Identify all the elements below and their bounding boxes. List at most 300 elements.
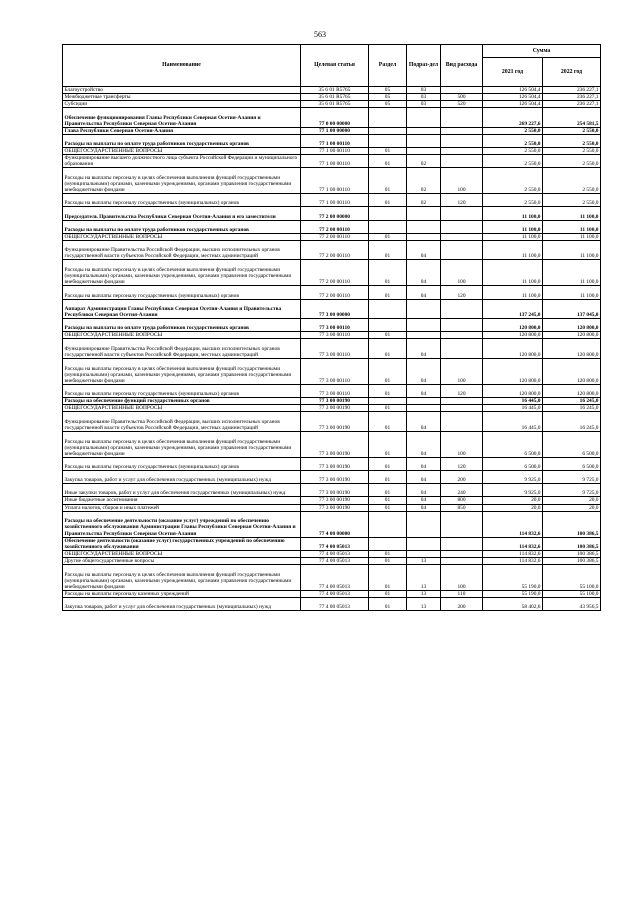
row-section: 01: [369, 194, 407, 207]
row-target-code: 77 2 00 00110: [301, 240, 369, 260]
row-subsection: [407, 147, 441, 154]
row-target-code: 77 1 00 00110: [301, 147, 369, 154]
row-sum-2021: 126 504,4: [483, 94, 543, 101]
row-subsection: [407, 134, 441, 147]
row-subsection: [407, 319, 441, 332]
row-target-code: 77 4 00 05013: [301, 550, 369, 557]
row-section: 01: [369, 332, 407, 339]
row-section: 01: [369, 405, 407, 412]
row-subsection: [407, 207, 441, 220]
row-target-code: 77 1 00 00110: [301, 168, 369, 194]
row-sum-2022: 6 500,0: [543, 457, 601, 470]
row-sum-2022: 100 386,5: [543, 550, 601, 557]
row-expense-type: 800: [441, 497, 483, 504]
row-subsection: 02: [407, 194, 441, 207]
table-row: [63, 557, 601, 564]
row-subsection: [407, 550, 441, 557]
table-row: [63, 87, 601, 94]
row-subsection: [407, 127, 441, 134]
row-section: 01: [369, 497, 407, 504]
row-sum-2021: 120 800,0: [483, 359, 543, 385]
row-target-code: 77 3 00 00190: [301, 457, 369, 470]
header-expense-type: Вид расхода: [441, 45, 483, 87]
row-name: Расходы на выплаты персоналу государственных (муниципальных) органов: [63, 457, 301, 470]
row-sum-2022: 43 956,5: [543, 597, 601, 610]
row-sum-2022: 11 100,0: [543, 220, 601, 233]
row-sum-2022: 2 550,0: [543, 168, 601, 194]
row-section: [369, 134, 407, 147]
budget-table: [62, 44, 601, 611]
row-subsection: 04: [407, 504, 441, 511]
row-expense-type: 120: [441, 385, 483, 398]
row-target-code: 77 1 00 00110: [301, 155, 369, 168]
row-subsection: 03: [407, 101, 441, 108]
row-target-code: 77 4 00 05013: [301, 537, 369, 550]
row-subsection: 04: [407, 260, 441, 286]
row-target-code: 77 4 00 05013: [301, 557, 369, 564]
row-name: Расходы на выплаты персоналу в целях обеспечения выполнения функций государственными (муниципальными) органами, казенными учреждениями, органами управления государственными внебюджетными фондами: [63, 260, 301, 286]
row-target-code: 77 2 00 00110: [301, 260, 369, 286]
row-name: Благоустройство: [63, 87, 301, 94]
row-section: 01: [369, 504, 407, 511]
header-sum: Сумма: [483, 45, 601, 58]
row-subsection: 13: [407, 564, 441, 590]
row-expense-type: 120: [441, 194, 483, 207]
table-row: [63, 332, 601, 339]
table-row: [63, 207, 601, 220]
row-expense-type: [441, 537, 483, 550]
row-sum-2022: 11 100,0: [543, 286, 601, 299]
table-row: [63, 240, 601, 260]
row-sum-2021: 55 190,0: [483, 590, 543, 597]
row-subsection: 04: [407, 431, 441, 457]
table-row: [63, 194, 601, 207]
table-row: [63, 564, 601, 590]
row-sum-2022: 2 550,0: [543, 147, 601, 154]
row-subsection: [407, 537, 441, 550]
row-expense-type: [441, 147, 483, 154]
row-expense-type: 240: [441, 484, 483, 497]
row-expense-type: 500: [441, 94, 483, 101]
row-section: [369, 299, 407, 319]
row-subsection: 04: [407, 385, 441, 398]
row-name: Обеспечение деятельности (оказание услуг) государственных учреждений по обеспечению хозяйственного обслуживания: [63, 537, 301, 550]
row-sum-2021: 2 550,0: [483, 134, 543, 147]
row-sum-2021: 126 504,4: [483, 101, 543, 108]
row-expense-type: 850: [441, 504, 483, 511]
row-sum-2021: 11 100,0: [483, 240, 543, 260]
row-sum-2022: 254 581,5: [543, 108, 601, 128]
row-section: 01: [369, 471, 407, 484]
row-sum-2021: 11 100,0: [483, 286, 543, 299]
row-name: Расходы на выплаты персоналу государственных (муниципальных) органов: [63, 385, 301, 398]
row-target-code: 77 0 00 00000: [301, 108, 369, 128]
row-section: 01: [369, 564, 407, 590]
row-subsection: 13: [407, 557, 441, 564]
row-target-code: 35 6 01 R5765: [301, 101, 369, 108]
row-subsection: [407, 220, 441, 233]
row-target-code: 77 3 00 00190: [301, 398, 369, 405]
table-row: [63, 155, 601, 168]
row-target-code: 77 1 00 00110: [301, 134, 369, 147]
row-target-code: 77 4 00 05013: [301, 597, 369, 610]
row-expense-type: [441, 557, 483, 564]
table-row: [63, 319, 601, 332]
row-sum-2021: 120 800,0: [483, 332, 543, 339]
row-section: [369, 319, 407, 332]
row-target-code: 77 2 00 00110: [301, 220, 369, 233]
row-subsection: 03: [407, 87, 441, 94]
row-sum-2022: 120 800,0: [543, 319, 601, 332]
row-section: 01: [369, 484, 407, 497]
row-name: Иные бюджетные ассигнования: [63, 497, 301, 504]
row-sum-2021: 16 445,0: [483, 398, 543, 405]
row-target-code: 77 3 00 00110: [301, 385, 369, 398]
row-section: 05: [369, 87, 407, 94]
row-target-code: 77 2 00 00110: [301, 286, 369, 299]
row-section: 01: [369, 155, 407, 168]
table-row: [63, 550, 601, 557]
row-sum-2021: 2 550,0: [483, 147, 543, 154]
row-sum-2021: 2 550,0: [483, 168, 543, 194]
row-expense-type: 110: [441, 590, 483, 597]
row-name: Расходы на выплаты персоналу в целях обеспечения выполнения функций государственными (муниципальными) органами, казенными учреждениями, органами управления государственными внебюджетными фондами: [63, 564, 301, 590]
row-expense-type: [441, 332, 483, 339]
row-target-code: 77 3 00 00110: [301, 359, 369, 385]
table-row: [63, 168, 601, 194]
row-name: Расходы на выплаты по оплате труда работников государственных органов: [63, 134, 301, 147]
header-subsection: Подраз-дел: [407, 45, 441, 87]
row-sum-2022: 120 800,0: [543, 332, 601, 339]
table-row: [63, 260, 601, 286]
row-sum-2022: 100 386,5: [543, 511, 601, 537]
table-row: [63, 94, 601, 101]
row-sum-2022: 20,0: [543, 497, 601, 504]
row-target-code: 77 3 00 00190: [301, 484, 369, 497]
row-name: Расходы на выплаты по оплате труда работников государственных органов: [63, 220, 301, 233]
row-sum-2021: 6 500,0: [483, 457, 543, 470]
row-name: ОБЩЕГОСУДАРСТВЕННЫЕ ВОПРОСЫ: [63, 405, 301, 412]
row-name: Расходы на выплаты персоналу государственных (муниципальных) органов: [63, 194, 301, 207]
table-row: [63, 286, 601, 299]
row-sum-2021: 55 190,0: [483, 564, 543, 590]
row-sum-2022: 11 100,0: [543, 233, 601, 240]
row-sum-2021: 114 832,6: [483, 557, 543, 564]
table-row: [63, 233, 601, 240]
row-name: Расходы на выплаты персоналу государственных (муниципальных) органов: [63, 286, 301, 299]
row-section: [369, 220, 407, 233]
row-name: Закупка товаров, работ и услуг для обеспечения государственных (муниципальных) нужд: [63, 471, 301, 484]
row-expense-type: [441, 207, 483, 220]
row-sum-2022: 55 100,0: [543, 590, 601, 597]
table-row: [63, 511, 601, 537]
row-sum-2022: 9 725,0: [543, 484, 601, 497]
row-name: ОБЩЕГОСУДАРСТВЕННЫЕ ВОПРОСЫ: [63, 147, 301, 154]
row-subsection: 03: [407, 94, 441, 101]
row-sum-2022: 100 386,5: [543, 537, 601, 550]
row-section: [369, 127, 407, 134]
row-subsection: 04: [407, 359, 441, 385]
row-sum-2022: 137 045,0: [543, 299, 601, 319]
table-row: [63, 359, 601, 385]
row-name: Межбюджетные трансферты: [63, 94, 301, 101]
row-sum-2021: 114 832,6: [483, 511, 543, 537]
row-expense-type: [441, 233, 483, 240]
row-section: [369, 207, 407, 220]
table-row: [63, 405, 601, 412]
header-name: Наименование: [63, 45, 301, 87]
row-sum-2021: 20,0: [483, 497, 543, 504]
row-sum-2021: 126 504,4: [483, 87, 543, 94]
row-sum-2022: 6 500,0: [543, 431, 601, 457]
row-section: 01: [369, 240, 407, 260]
header-year-2021: 2021 год: [483, 58, 543, 87]
row-sum-2021: 9 925,0: [483, 471, 543, 484]
row-section: 01: [369, 233, 407, 240]
row-expense-type: 100: [441, 260, 483, 286]
row-target-code: 77 4 00 05013: [301, 590, 369, 597]
row-sum-2021: 20,0: [483, 504, 543, 511]
row-subsection: 04: [407, 240, 441, 260]
row-expense-type: [441, 339, 483, 359]
row-expense-type: 200: [441, 597, 483, 610]
row-name: Расходы на выплаты персоналу в целях обеспечения выполнения функций государственными (муниципальными) органами, казенными учреждениями, органами управления государственными внебюджетными фондами: [63, 168, 301, 194]
row-target-code: 77 3 00 00190: [301, 412, 369, 432]
row-sum-2022: 2 550,0: [543, 127, 601, 134]
table-row: [63, 108, 601, 128]
row-expense-type: [441, 412, 483, 432]
row-subsection: 04: [407, 412, 441, 432]
row-expense-type: [441, 550, 483, 557]
row-subsection: 04: [407, 497, 441, 504]
row-sum-2022: 2 550,0: [543, 155, 601, 168]
row-expense-type: [441, 108, 483, 128]
row-sum-2021: 114 832,6: [483, 550, 543, 557]
row-sum-2021: 2 550,0: [483, 194, 543, 207]
row-target-code: 77 4 00 05013: [301, 564, 369, 590]
row-target-code: 35 6 01 R5765: [301, 87, 369, 94]
table-row: [63, 385, 601, 398]
table-row: [63, 504, 601, 511]
row-expense-type: 120: [441, 457, 483, 470]
row-sum-2021: 9 925,0: [483, 484, 543, 497]
row-section: 01: [369, 147, 407, 154]
row-section: 01: [369, 412, 407, 432]
row-section: [369, 108, 407, 128]
row-subsection: [407, 233, 441, 240]
row-sum-2021: 2 550,0: [483, 127, 543, 134]
row-subsection: 04: [407, 286, 441, 299]
row-target-code: 77 3 00 00110: [301, 319, 369, 332]
row-target-code: 77 4 00 00000: [301, 511, 369, 537]
row-section: 05: [369, 101, 407, 108]
table-row: [63, 484, 601, 497]
row-name: Функционирование Правительства Российской Федерации, высших исполнительных органов государственной власти субъектов Российской Федерации, местных администраций: [63, 339, 301, 359]
row-target-code: 77 1 00 00110: [301, 194, 369, 207]
header-year-2022: 2022 год: [543, 58, 601, 87]
row-sum-2021: 120 800,0: [483, 385, 543, 398]
row-expense-type: [441, 87, 483, 94]
row-sum-2021: 11 100,0: [483, 207, 543, 220]
row-sum-2022: 100 386,5: [543, 557, 601, 564]
table-row: [63, 590, 601, 597]
row-target-code: 77 3 00 00190: [301, 471, 369, 484]
row-target-code: 77 2 00 00110: [301, 233, 369, 240]
row-section: 01: [369, 339, 407, 359]
page-number: 563: [314, 30, 326, 39]
row-subsection: 13: [407, 590, 441, 597]
row-subsection: [407, 398, 441, 405]
row-sum-2021: 16 445,0: [483, 412, 543, 432]
row-subsection: [407, 405, 441, 412]
row-name: Функционирование Правительства Российской Федерации, высших исполнительных органов государственной власти субъектов Российской Федерации, местных администраций: [63, 240, 301, 260]
row-target-code: 35 6 01 R5765: [301, 94, 369, 101]
row-sum-2022: 120 800,0: [543, 339, 601, 359]
row-expense-type: [441, 398, 483, 405]
row-name: Иные закупки товаров, работ и услуг для обеспечения государственных (муниципальных) нужд: [63, 484, 301, 497]
table-body: [63, 87, 601, 611]
row-expense-type: [441, 155, 483, 168]
row-sum-2022: 16 245,0: [543, 412, 601, 432]
row-section: 01: [369, 260, 407, 286]
row-section: [369, 398, 407, 405]
row-target-code: 77 3 00 00110: [301, 339, 369, 359]
table-row: [63, 299, 601, 319]
row-expense-type: 100: [441, 359, 483, 385]
row-target-code: 77 3 00 00190: [301, 504, 369, 511]
row-sum-2022: 120 800,0: [543, 385, 601, 398]
row-expense-type: [441, 134, 483, 147]
row-target-code: 77 3 00 00110: [301, 332, 369, 339]
row-sum-2021: 120 800,0: [483, 339, 543, 359]
row-sum-2021: 11 100,0: [483, 233, 543, 240]
row-name: Обеспечение функционирования Главы Республики Северная Осетия-Алания и Правительства Республики Северная Осетия-Алания: [63, 108, 301, 128]
row-subsection: [407, 108, 441, 128]
row-expense-type: [441, 127, 483, 134]
row-sum-2021: 58 402,6: [483, 597, 543, 610]
row-name: ОБЩЕГОСУДАРСТВЕННЫЕ ВОПРОСЫ: [63, 550, 301, 557]
row-subsection: 04: [407, 484, 441, 497]
table-row: [63, 497, 601, 504]
row-section: 01: [369, 385, 407, 398]
row-section: 01: [369, 590, 407, 597]
row-expense-type: [441, 405, 483, 412]
row-sum-2022: 11 100,0: [543, 240, 601, 260]
table-row: [63, 101, 601, 108]
row-sum-2022: 11 100,0: [543, 260, 601, 286]
row-name: Расходы на выплаты персоналу казенных учреждений: [63, 590, 301, 597]
row-sum-2021: 16 445,0: [483, 405, 543, 412]
row-expense-type: 100: [441, 168, 483, 194]
table-row: [63, 537, 601, 550]
row-expense-type: 200: [441, 471, 483, 484]
row-target-code: 77 3 00 00190: [301, 405, 369, 412]
row-expense-type: [441, 220, 483, 233]
row-subsection: 02: [407, 155, 441, 168]
table-row: [63, 457, 601, 470]
row-section: 01: [369, 457, 407, 470]
table-row: [63, 412, 601, 432]
row-sum-2022: 20,0: [543, 504, 601, 511]
row-sum-2022: 120 800,0: [543, 359, 601, 385]
row-name: Расходы на выплаты персоналу в целях обеспечения выполнения функций государственными (муниципальными) органами, казенными учреждениями, органами управления государственными внебюджетными фондами: [63, 359, 301, 385]
row-name: Закупка товаров, работ и услуг для обеспечения государственных (муниципальных) нужд: [63, 597, 301, 610]
row-target-code: 77 3 00 00190: [301, 431, 369, 457]
table-row: [63, 471, 601, 484]
row-name: ОБЩЕГОСУДАРСТВЕННЫЕ ВОПРОСЫ: [63, 233, 301, 240]
row-section: 01: [369, 359, 407, 385]
row-sum-2022: 236 227,1: [543, 87, 601, 94]
header-section: Раздел: [369, 45, 407, 87]
row-sum-2021: 11 100,0: [483, 260, 543, 286]
row-target-code: 77 1 00 00000: [301, 127, 369, 134]
row-sum-2021: 11 100,0: [483, 220, 543, 233]
row-name: Глава Республики Северная Осетия-Алания: [63, 127, 301, 134]
row-section: 01: [369, 557, 407, 564]
row-expense-type: [441, 240, 483, 260]
row-sum-2022: 9 725,0: [543, 471, 601, 484]
row-sum-2022: 16 245,0: [543, 405, 601, 412]
row-sum-2022: 2 550,0: [543, 194, 601, 207]
row-name: Расходы на обеспечение деятельности (оказание услуг) учреждений по обеспечению хозяйственного обслуживания Администрации Главы Республики Северная Осетия-Алания и Правительства Республики Северная Осетия-Алания: [63, 511, 301, 537]
row-section: 01: [369, 431, 407, 457]
row-sum-2022: 11 100,0: [543, 207, 601, 220]
row-subsection: 04: [407, 471, 441, 484]
row-sum-2021: 2 550,0: [483, 155, 543, 168]
row-name: Председатель Правительства Республики Северная Осетия-Алания и его заместители: [63, 207, 301, 220]
row-section: [369, 511, 407, 537]
row-sum-2022: 2 550,0: [543, 134, 601, 147]
row-section: 01: [369, 550, 407, 557]
row-section: 01: [369, 168, 407, 194]
row-section: 01: [369, 597, 407, 610]
row-sum-2022: 236 227,1: [543, 94, 601, 101]
row-sum-2021: 114 832,6: [483, 537, 543, 550]
row-section: 05: [369, 94, 407, 101]
row-subsection: 04: [407, 339, 441, 359]
row-name: Другие общегосударственные вопросы: [63, 557, 301, 564]
row-subsection: [407, 332, 441, 339]
table-row: [63, 398, 601, 405]
row-name: Субсидии: [63, 101, 301, 108]
row-subsection: [407, 511, 441, 537]
table-row: [63, 220, 601, 233]
table-row: [63, 127, 601, 134]
header-code: Целевая статья: [301, 45, 369, 87]
table-row: [63, 597, 601, 610]
table-row: [63, 431, 601, 457]
row-sum-2021: 137 245,0: [483, 299, 543, 319]
row-subsection: 13: [407, 597, 441, 610]
row-expense-type: 100: [441, 564, 483, 590]
row-expense-type: [441, 511, 483, 537]
row-name: Расходы на выплаты персоналу в целях обеспечения выполнения функций государственными (муниципальными) органами, казенными учреждениями, органами управления государственными внебюджетными фондами: [63, 431, 301, 457]
row-expense-type: [441, 319, 483, 332]
row-name: Функционирование Правительства Российской Федерации, высших исполнительных органов государственной власти субъектов Российской Федерации, местных администраций: [63, 412, 301, 432]
row-name: Расходы на выплаты по оплате труда работников государственных органов: [63, 319, 301, 332]
row-name: Аппарат Администрации Главы Республики Северная Осетия-Алания и Правительства Республики Северная Осетия-Алания: [63, 299, 301, 319]
row-expense-type: 100: [441, 431, 483, 457]
row-subsection: 02: [407, 168, 441, 194]
row-name: Функционирование высшего должностного лица субъекта Российской Федерации и муниципального образования: [63, 155, 301, 168]
row-sum-2022: 16 245,0: [543, 398, 601, 405]
table-row: [63, 134, 601, 147]
row-name: ОБЩЕГОСУДАРСТВЕННЫЕ ВОПРОСЫ: [63, 332, 301, 339]
row-sum-2021: 6 500,0: [483, 431, 543, 457]
row-target-code: 77 2 00 00000: [301, 207, 369, 220]
row-name: Расходы на обеспечение функций государственных органов: [63, 398, 301, 405]
table-row: [63, 339, 601, 359]
